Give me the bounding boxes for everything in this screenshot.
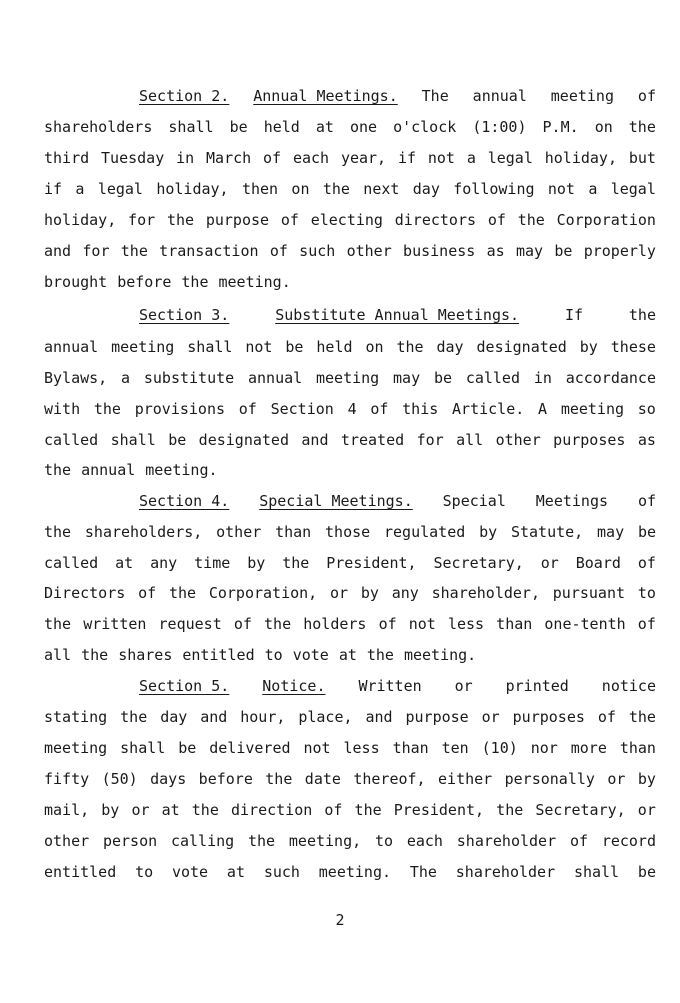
section-number: Section 4. (139, 492, 230, 510)
body-line: if a legal holiday, then on the next day following not a legal (44, 180, 656, 198)
body-line: third Tuesday in March of each year, if not a legal holiday, but (44, 149, 656, 167)
body-line: called shall be designated and treated for all other purposes as (44, 431, 656, 449)
section-heading: Special Meetings. (259, 492, 413, 510)
body-line: the annual meeting. (44, 461, 218, 479)
body-line: entitled to vote at such meeting. The shareholder shall be (44, 863, 656, 881)
section-number: Section 3. (139, 306, 230, 324)
body-line: Directors of the Corporation, or by any shareholder, pursuant to (44, 584, 656, 602)
page-number: 2 (335, 911, 345, 929)
section-number: Section 5. (139, 677, 230, 695)
body-line: the shareholders, other than those regulated by Statute, may be (44, 523, 656, 541)
section-number: Section 2. (139, 87, 230, 105)
body-line: annual meeting shall not be held on the day designated by these (44, 338, 656, 356)
body-line: mail, by or at the direction of the President, the Secretary, or (44, 801, 656, 819)
body-line: all the shares entitled to vote at the meeting. (44, 646, 477, 664)
body-line: holiday, for the purpose of electing directors of the Corporation (44, 211, 656, 229)
body-line: brought before the meeting. (44, 273, 291, 291)
body-line: called at any time by the President, Secretary, or Board of (44, 554, 656, 572)
body-line: stating the day and hour, place, and purpose or purposes of the (44, 708, 656, 726)
body-line: Bylaws, a substitute annual meeting may be called in accordance (44, 369, 656, 387)
section-first-line: Section 3. Substitute Annual Meetings. If the (139, 306, 656, 324)
section-first-line: Section 5. Notice. Written or printed notice (139, 677, 656, 695)
section-first-line: Section 4. Special Meetings. Special Meetings of (139, 492, 656, 510)
body-line: with the provisions of Section 4 of this Article. A meeting so (44, 400, 656, 418)
body-line: the written request of the holders of not less than one-tenth of (44, 615, 656, 633)
body-line: fifty (50) days before the date thereof, either personally or by (44, 770, 656, 788)
section-heading: Substitute Annual Meetings. (275, 306, 520, 324)
section-heading: Notice. (262, 677, 326, 695)
section-heading: Annual Meetings. (253, 87, 398, 105)
body-line: shareholders shall be held at one o'clock (1:00) P.M. on the (44, 118, 656, 136)
section-first-line: Section 2. Annual Meetings. The annual meeting of (139, 87, 656, 105)
body-line: other person calling the meeting, to each shareholder of record (44, 832, 656, 850)
body-line: meeting shall be delivered not less than ten (10) nor more than (44, 739, 656, 757)
body-line: and for the transaction of such other business as may be properly (44, 242, 656, 260)
